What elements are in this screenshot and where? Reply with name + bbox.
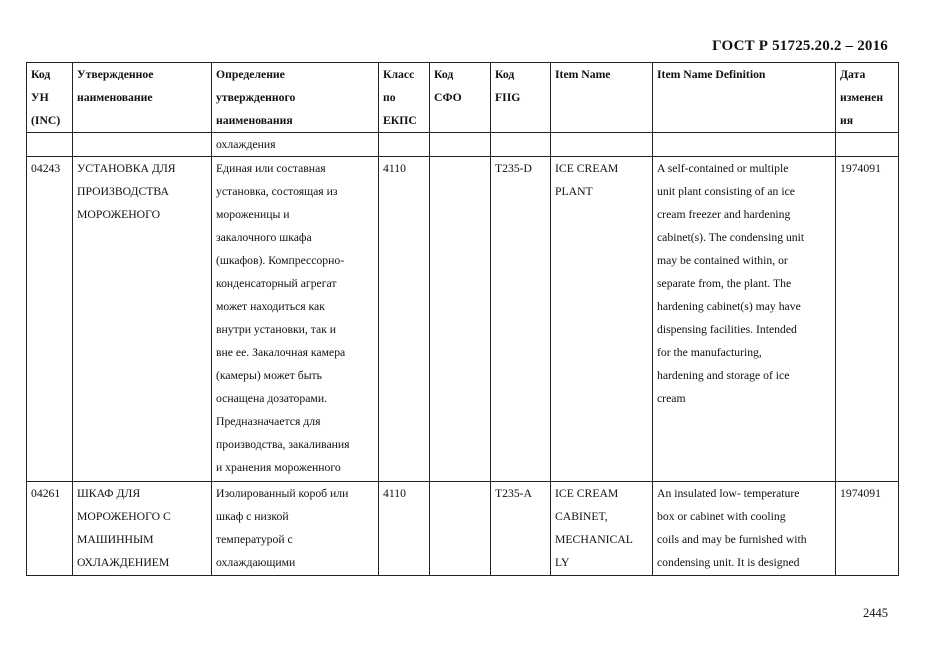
document-title: ГОСТ Р 51725.20.2 – 2016 [712, 38, 888, 54]
approved-name-cell: УСТАНОВКА ДЛЯ ПРОИЗВОДСТВА МОРОЖЕНОГО [73, 157, 212, 482]
inc-cell: 04243 [27, 157, 73, 482]
approved-name-cell: ШКАФ ДЛЯ МОРОЖЕНОГО С МАШИННЫМ ОХЛАЖДЕНИЕМ [73, 482, 212, 576]
column-header-ekps-class: Класс по ЕКПС [379, 63, 430, 133]
ekps-class-cell: 4110 [379, 157, 430, 482]
classification-table [26, 62, 899, 576]
item-name-definition-cell: An insulated low- temperature box or cabinet with cooling coils and may be furnished with condensing unit. It is designed [653, 482, 836, 576]
change-date-cell: 1974091 [836, 482, 899, 576]
item-name-cell: ICE CREAM CABINET, MECHANICAL LY [551, 482, 653, 576]
column-header-approved-name: Утвержденное наименование [73, 63, 212, 133]
column-header-inc: Код УН (INC) [27, 63, 73, 133]
fiig-code-cell: T235-A [491, 482, 551, 576]
column-header-fiig-code: Код FIIG [491, 63, 551, 133]
sfo-code-cell [430, 482, 491, 576]
definition-cell: Изолированный короб или шкаф с низкой температурой с охлаждающими [212, 482, 379, 576]
column-header-item-name-definition: Item Name Definition [653, 63, 836, 133]
item-name-cell: ICE CREAM PLANT [551, 157, 653, 482]
table-row [27, 157, 899, 482]
column-header-change-date: Дата изменен ия [836, 63, 899, 133]
table-row-continuation [27, 133, 899, 157]
definition-cell: Единая или составная установка, состоящая из мороженицы и закалочного шкафа (шкафов). Компрессорно- конденсаторный агрегат может находиться как внутри установки, так и вне ее. Закалочная камера (камеры) может быть оснащена дозаторами. Предназначается для производства, закаливания и хранения мороженного [212, 157, 379, 482]
sfo-code-cell [430, 157, 491, 482]
fiig-code-cell: T235-D [491, 157, 551, 482]
definition-continuation-cell: охлаждения [212, 133, 379, 157]
page-number: 2445 [863, 606, 888, 620]
column-header-item-name: Item Name [551, 63, 653, 133]
table-header-row [27, 63, 899, 133]
ekps-class-cell: 4110 [379, 482, 430, 576]
table-row [27, 482, 899, 576]
inc-cell: 04261 [27, 482, 73, 576]
change-date-cell: 1974091 [836, 157, 899, 482]
item-name-definition-cell: A self-contained or multiple unit plant consisting of an ice cream freezer and hardening cabinet(s). The condensing unit may be contained within, or separate from, the plant. The hardening cabinet(s) may have dispensing facilities. Intended for the manufacturing, hardening and storage of ice cream [653, 157, 836, 482]
column-header-definition: Определение утвержденного наименования [212, 63, 379, 133]
column-header-sfo-code: Код СФО [430, 63, 491, 133]
